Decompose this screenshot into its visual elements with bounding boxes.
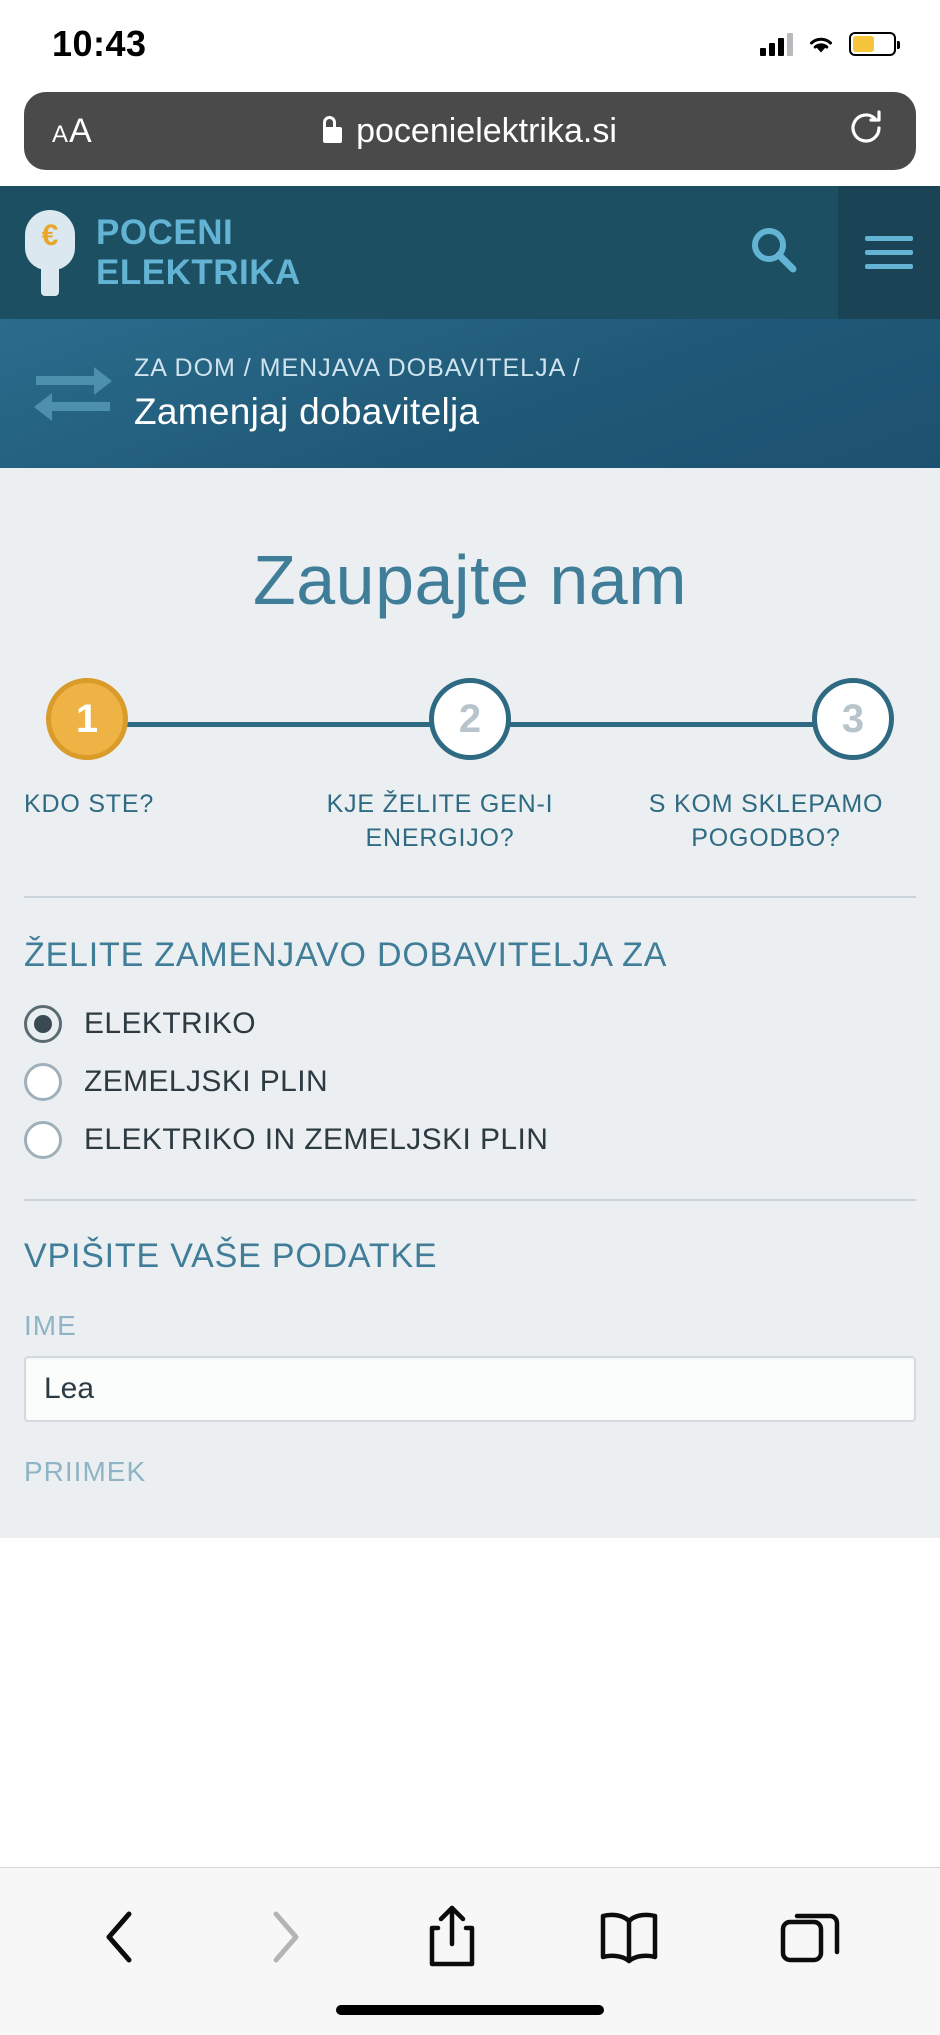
progress-stepper — [24, 678, 916, 770]
forward-icon[interactable] — [262, 1908, 306, 1966]
swap-arrows-icon — [30, 364, 116, 424]
lock-icon — [323, 127, 342, 143]
breadcrumb[interactable]: ZA DOM / MENJAVA DOBAVITELJA / — [134, 354, 581, 382]
lightbulb-euro-icon — [22, 210, 78, 296]
url-text: pocenielektrika.si — [356, 111, 617, 150]
home-indicator — [336, 2005, 604, 2015]
safari-bottom-toolbar — [0, 1867, 940, 2035]
radio-button-elektriko[interactable] — [24, 1005, 62, 1043]
label-ime: IME — [24, 1309, 77, 1341]
main-content — [0, 468, 940, 1538]
ios-status-bar — [0, 0, 940, 88]
ime-input[interactable] — [24, 1356, 916, 1422]
logo-line-1: POCENI — [96, 213, 234, 253]
breadcrumb-banner — [0, 319, 940, 468]
url-display — [24, 112, 916, 151]
battery-icon — [849, 32, 896, 56]
supplier-section-heading: ŽELITE ZAMENJAVO DOBAVITELJA ZA — [24, 935, 668, 974]
step-2-label: KJE ŽELITE GEN-I ENERGIJO? — [326, 790, 554, 852]
stepper-labels — [24, 788, 916, 856]
radio-option-elektriko-in-zemeljski-plin[interactable] — [24, 1121, 916, 1159]
section-divider-1 — [24, 896, 916, 898]
section-divider-2 — [24, 1199, 916, 1201]
logo-line-2: ELEKTRIKA — [96, 252, 301, 292]
step-3-circle[interactable]: 3 — [812, 678, 894, 760]
wifi-icon — [805, 32, 837, 56]
step-1-circle[interactable]: 1 — [46, 678, 128, 760]
radio-button-elektriko-in-zemeljski-plin[interactable] — [24, 1121, 62, 1159]
radio-label-elektriko-in-zemeljski-plin: ELEKTRIKO IN ZEMELJSKI PLIN — [84, 1122, 549, 1156]
text-size-button[interactable] — [52, 112, 92, 151]
radio-button-zemeljski-plin[interactable] — [24, 1063, 62, 1101]
step-1-label: KDO STE? — [24, 790, 155, 818]
hero-title: Zaupajte nam — [252, 541, 688, 619]
hamburger-menu-icon[interactable] — [838, 186, 940, 319]
text-size-large-a: A — [69, 111, 92, 150]
form-section-heading: VPIŠITE VAŠE PODATKE — [24, 1236, 438, 1275]
supplier-radio-group — [24, 1005, 916, 1159]
safari-url-bar-container — [0, 88, 940, 186]
step-2-circle[interactable]: 2 — [429, 678, 511, 760]
search-icon[interactable] — [746, 222, 802, 283]
status-bar-indicators — [760, 32, 896, 56]
back-icon[interactable] — [99, 1908, 143, 1966]
share-icon[interactable] — [424, 1904, 480, 1970]
text-size-small-a: A — [52, 120, 69, 148]
label-priimek: PRIIMEK — [24, 1455, 147, 1487]
radio-label-zemeljski-plin: ZEMELJSKI PLIN — [84, 1064, 329, 1098]
safari-url-bar[interactable] — [24, 92, 916, 170]
reload-icon[interactable] — [844, 106, 888, 157]
radio-option-elektriko[interactable] — [24, 1005, 916, 1043]
step-3-label: S KOM SKLEPAMO POGODBO? — [648, 790, 884, 852]
cellular-signal-icon — [760, 32, 793, 56]
page-title: Zamenjaj dobavitelja — [134, 391, 480, 432]
site-header — [0, 186, 940, 319]
status-bar-time: 10:43 — [52, 23, 147, 64]
radio-label-elektriko: ELEKTRIKO — [84, 1006, 256, 1040]
tabs-icon[interactable] — [779, 1908, 841, 1966]
site-logo[interactable] — [0, 210, 301, 296]
book-icon[interactable] — [598, 1909, 660, 1965]
radio-option-zemeljski-plin[interactable] — [24, 1063, 916, 1101]
